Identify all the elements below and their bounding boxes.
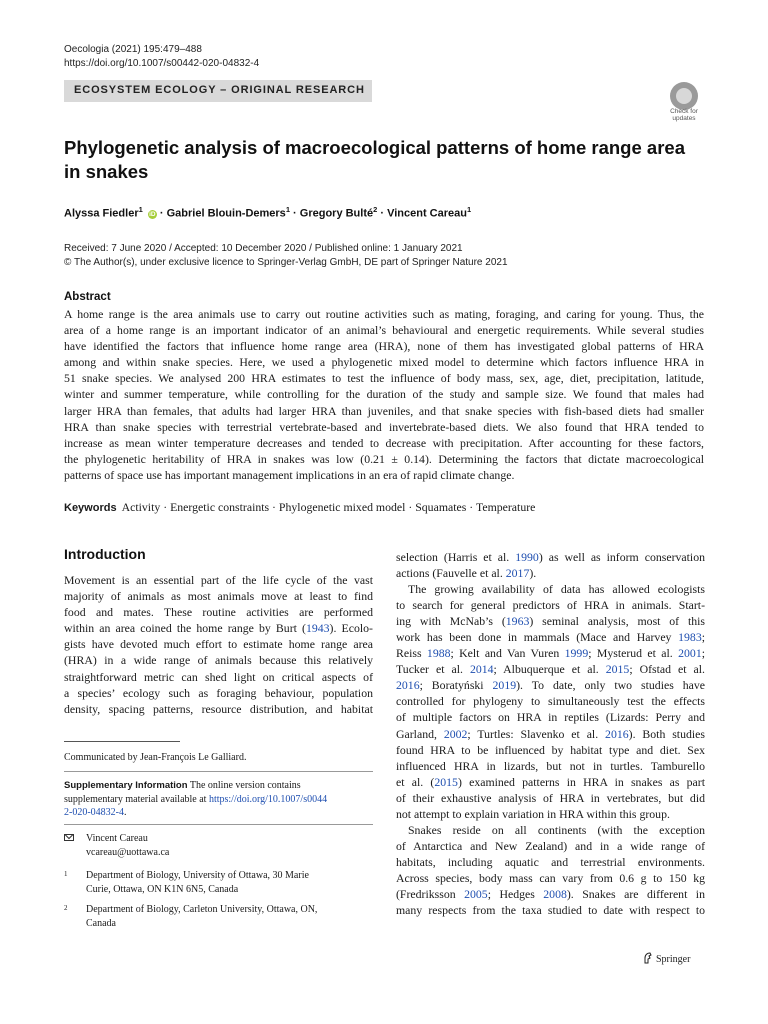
left-column-text <box>64 572 373 717</box>
abstract-line: A home range is the area animals use to carry out routine activities such as mating, foraging, and caring for young. Thus, the <box>64 307 704 321</box>
body-text-line <box>396 886 705 902</box>
introduction-heading: Introduction <box>64 546 146 562</box>
abstract-line: larger HRA than females, that adults had larger HRA than juveniles, and that snake species with fish-based diets had smaller <box>64 403 704 418</box>
body-text: straightforward metric can shed light on critical aspects of <box>64 669 373 684</box>
supplementary-information <box>64 779 373 820</box>
supp-link-cont[interactable]: 2-020-04832-4 <box>64 807 124 818</box>
footnote-divider <box>64 824 373 825</box>
affiliation-line: Canada <box>86 917 116 929</box>
orcid-icon[interactable]: iD <box>149 210 156 218</box>
body-text: ) examined patterns in HRA in snakes as part <box>457 774 705 789</box>
citation-link[interactable]: 1999 <box>564 646 589 661</box>
citation-link[interactable]: 2014 <box>469 662 494 677</box>
body-text: to search for general predictors of HRA in animals. Start- <box>396 598 705 613</box>
body-text: ) as well as inform conservation <box>538 550 705 564</box>
affiliation-line: Department of Biology, Carleton University, Ottawa, ON, <box>86 904 318 915</box>
body-text-line <box>396 629 705 645</box>
body-text-line <box>64 636 373 652</box>
citation-link[interactable]: 1983 <box>678 630 702 645</box>
body-text: density, spacing patterns, resource distribution, and habitat <box>64 701 373 716</box>
body-text-line <box>396 581 705 597</box>
body-text-line <box>64 588 373 604</box>
abstract-line: among and within snake species. Here, we used a phylogenetic mixed model to determine which factors influence HRA in <box>64 355 704 370</box>
footnote-rule <box>64 741 180 742</box>
crossmark-icon <box>670 82 698 110</box>
body-text: ). To date, only two studies have <box>516 678 705 693</box>
body-text: (HRA) in a wide range of animals because this relatively <box>64 653 373 668</box>
supp-label: Supplementary Information <box>64 780 188 791</box>
author-name[interactable]: Vincent Careau <box>387 207 467 220</box>
body-text-line <box>396 870 705 886</box>
section-label: ECOSYSTEM ECOLOGY – ORIGINAL RESEARCH <box>74 84 365 96</box>
body-text-line <box>396 790 705 806</box>
abstract-line: area of a home range is an important indicator of an animal’s behavioural and energetic requirements. While several studies <box>64 323 704 338</box>
citation-link[interactable]: 2019 <box>492 678 517 693</box>
body-text: Movement is an essential part of the life cycle of the vast <box>64 573 373 587</box>
body-text: ). Ecolo- <box>329 621 373 636</box>
supp-text-2: supplementary material available at <box>64 793 207 805</box>
body-text: ; <box>701 646 705 661</box>
body-text: Garland, <box>396 726 444 741</box>
publisher-name: Springer <box>656 954 691 965</box>
springer-horse-icon <box>642 952 653 964</box>
abstract-line: the phylogenetic heritability of HRA in snakes was low (0.21 ± 0.14). Determining the factors that dictate macroecological <box>64 451 704 466</box>
body-text-line <box>64 685 373 701</box>
body-text: ) seminal analysis, most of this <box>529 614 706 629</box>
body-text: actions (Fauvelle et al. <box>396 566 506 581</box>
body-text: work has been done in mammals (Mace and Harvey <box>396 630 679 645</box>
body-text-line <box>64 652 373 668</box>
title-line: in snakes <box>64 161 149 182</box>
body-text: ). <box>529 566 537 581</box>
citation-link[interactable]: 2017 <box>505 566 530 581</box>
author-affiliation: 1 <box>285 205 290 214</box>
citation-link[interactable]: 1988 <box>426 646 451 661</box>
abstract-line: increase as mean winter temperature decreases and tended to decrease with precipitation. After accounting for these factors, <box>64 435 704 450</box>
affiliation-number: 1 <box>64 870 68 878</box>
title-line: Phylogenetic analysis of macroecological patterns of home range area <box>64 137 685 158</box>
supp-period: . <box>124 807 127 818</box>
body-text: Reiss <box>396 646 427 661</box>
body-text: found HRA to be influenced by habitat type and diet. Sex <box>396 742 705 757</box>
citation-link[interactable]: 2015 <box>605 662 630 677</box>
body-text-line <box>396 613 705 629</box>
citation-link[interactable]: 2008 <box>543 886 567 901</box>
body-text-line <box>396 774 705 790</box>
body-text: ing with McNab’s ( <box>396 614 506 629</box>
abstract-line: winter and summer temperature, while controlling for the duration of the study and sample size. We found that males had <box>64 387 704 402</box>
body-text-line <box>396 549 705 565</box>
journal-citation: Oecologia (2021) 195:479–488 <box>64 44 202 55</box>
body-text: ). Both studies <box>628 726 705 741</box>
abstract-line: patterns of space use has important management implications in an era of rapid climate change. <box>64 467 515 482</box>
body-text-line <box>396 726 705 742</box>
body-text: Tucker et al. <box>396 662 470 677</box>
body-text: habitats, including aquatic and terrestrial environments. <box>396 854 705 869</box>
supp-link[interactable]: https://doi.org/10.1007/s0044 <box>208 793 328 805</box>
abstract-heading: Abstract <box>64 291 111 303</box>
author-affiliation: 2 <box>373 205 378 214</box>
body-text: of their exhaustive analysis of HRA in vertebrates, but did <box>396 790 705 805</box>
citation-link[interactable]: 2015 <box>434 774 458 789</box>
body-text-line <box>396 677 705 693</box>
body-text: a species’ ecology such as foraging behaviour, population <box>64 685 373 700</box>
body-text: The growing availability of data has allowed ecologists <box>408 582 705 597</box>
body-text: ; Ofstad et al. <box>629 662 705 677</box>
body-text-line <box>396 597 705 613</box>
citation-link[interactable]: 1943 <box>305 621 330 636</box>
body-text: ; Hedges <box>487 886 544 901</box>
envelope-icon <box>64 834 74 841</box>
body-text: et al. ( <box>396 774 435 789</box>
body-text: ; Mysterud et al. <box>588 646 679 661</box>
body-text: ; Albuquerque et al. <box>493 662 606 677</box>
body-text-line <box>396 565 705 581</box>
contact-name: Vincent Careau <box>86 833 148 844</box>
body-text: ). Snakes are different in <box>566 886 705 901</box>
dates-line: Received: 7 June 2020 / Accepted: 10 December 2020 / Published online: 1 January 2021 <box>64 243 463 254</box>
citation-link[interactable]: 1963 <box>505 614 530 629</box>
body-text-line <box>396 838 705 854</box>
body-text: of multiple factors on HRA in reptiles (Lizards: Perry and <box>396 710 705 725</box>
body-text: not attempt to explain variation in HRA within this group. <box>396 806 670 821</box>
communicated-by: Communicated by Jean-François Le Galliard. <box>64 752 247 763</box>
journal-header <box>64 43 259 71</box>
author-name[interactable]: Alyssa Fiedler <box>64 207 139 220</box>
keywords-text: Activity · Energetic constraints · Phylogenetic mixed model · Squamates · Temperature <box>121 500 536 514</box>
citation-link[interactable]: 2016 <box>396 678 420 693</box>
body-text-line <box>64 572 373 588</box>
abstract-line: HRA than snake species with terrestrial vertebrate-based and invertebrate-based diets. We also found that HRA tended to <box>64 419 704 434</box>
copyright-line: © The Author(s), under exclusive licence to Springer-Verlag GmbH, DE part of Springer Nature 2021 <box>64 257 508 268</box>
keywords-label: Keywords <box>64 502 117 514</box>
citation-link[interactable]: 2016 <box>605 726 629 741</box>
abstract-body <box>64 306 704 483</box>
body-text: ; Kelt and Van Vuren <box>450 646 565 661</box>
body-text: food and mates. These routine activities are performed <box>64 605 373 620</box>
body-text: many respects from the taxa studied to date with respect to <box>396 903 705 918</box>
affiliation-line: Curie, Ottawa, ON K1N 6N5, Canada <box>86 883 239 895</box>
publication-dates <box>64 242 508 270</box>
body-text-line <box>64 620 373 636</box>
publisher-logo <box>642 952 690 965</box>
body-text: of Antarctica and New Zealand) and in a wide range of <box>396 838 705 853</box>
body-text-line <box>396 806 705 822</box>
body-text: controlled for phylogeny to simultaneously test the effects <box>396 694 705 709</box>
body-text-line <box>396 742 705 758</box>
body-text: within an area coined the home range by Burt ( <box>64 621 306 636</box>
check-updates-line-1: Check for <box>670 108 698 115</box>
body-text-line <box>64 701 373 717</box>
citation-link[interactable]: 2005 <box>464 886 488 901</box>
body-text-line <box>396 661 705 677</box>
article-title <box>64 136 684 184</box>
body-text-line <box>396 693 705 709</box>
affiliation-number: 2 <box>64 904 68 912</box>
body-text-line <box>396 645 705 661</box>
body-text: gists have devoted much effort to estimate home range area <box>64 637 373 652</box>
section-banner <box>64 80 372 102</box>
body-text-line <box>396 822 705 838</box>
body-text: Snakes reside on all continents (with the exception <box>408 822 705 837</box>
check-updates-line-2: updates <box>672 115 696 122</box>
keywords <box>64 500 535 515</box>
body-text-line <box>396 758 705 774</box>
supp-text: The online version contains <box>189 780 301 791</box>
body-text: (Fredriksson <box>396 886 465 901</box>
right-column-text <box>396 549 705 918</box>
body-text: majority of animals as most animals move at least to find <box>64 589 373 604</box>
affiliation-line: Department of Biology, University of Ottawa, 30 Marie <box>86 870 309 881</box>
body-text: ; Turtles: Slavenko et al. <box>467 726 606 741</box>
body-text-line <box>64 604 373 620</box>
citation-link[interactable]: 1990 <box>515 550 539 564</box>
abstract-line: 51 snake species. We analysed 200 HRA estimates to test the influence of body mass, sex, age, diet, precipitation, latitude, <box>64 371 704 386</box>
author-name[interactable]: Gregory Bulté <box>299 207 374 220</box>
body-text-line <box>64 669 373 685</box>
body-text: selection (Harris et al. <box>396 550 516 564</box>
author-list: Alyssa Fiedler$^1$ iD · Gabriel Blouin-Demers$^1$ · Gregory Bulté$^2$ · Vincent Careau$^1$ <box>64 205 472 220</box>
body-text: ; <box>701 630 705 645</box>
citation-link[interactable]: 2001 <box>678 646 702 661</box>
doi-link[interactable]: https://doi.org/10.1007/s00442-020-04832-4 <box>64 58 260 69</box>
abstract-line: have identified the factors that influence home range area (HRA), none of them has investigated global patterns of HRA <box>64 339 704 354</box>
author-affiliation: 1 <box>138 205 143 214</box>
body-text: influenced HRA in lizards, but not in turtles. Tamburello <box>396 758 705 773</box>
check-for-updates-badge[interactable] <box>664 82 704 126</box>
body-text-line <box>396 902 705 918</box>
body-text-line <box>396 709 705 725</box>
author-affiliation: 1 <box>466 205 472 214</box>
body-text: Across species, body mass can vary from 0.6 g to 150 kg <box>396 870 705 885</box>
body-text-line <box>396 854 705 870</box>
footnote-divider <box>64 771 373 772</box>
citation-link[interactable]: 2002 <box>443 726 468 741</box>
contact-email[interactable]: vcareau@uottawa.ca <box>86 846 170 858</box>
author-name[interactable]: Gabriel Blouin-Demers <box>166 207 286 220</box>
body-text: ; Boratyński <box>419 678 493 693</box>
